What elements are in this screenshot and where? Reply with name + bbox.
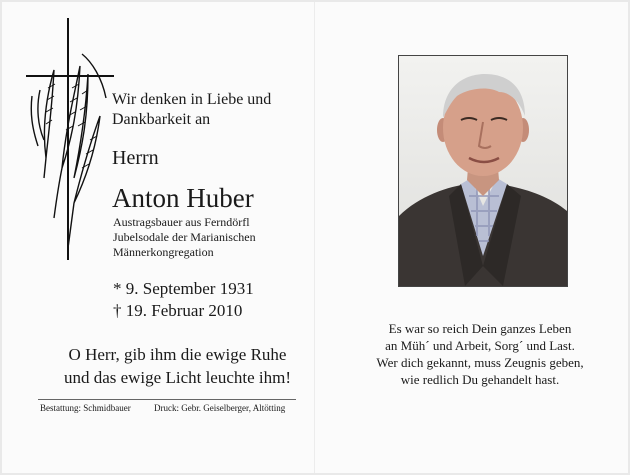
card-fold xyxy=(314,2,315,473)
intro-line-2: Dankbarkeit an xyxy=(112,111,211,128)
death-date: † 19. Februar 2010 xyxy=(113,301,243,320)
subtitle-sodality: Jubelsodale der Marianischen xyxy=(113,230,256,244)
birth-date: * 9. September 1931 xyxy=(113,279,254,298)
subtitle-congregation: Männerkongregation xyxy=(113,245,214,259)
subtitle-occupation: Austragsbauer aus Ferndörfl xyxy=(113,215,250,229)
verse-line-1: Es war so reich Dein ganzes Leben xyxy=(388,321,572,336)
prayer-line-2: und das ewige Licht leuchte ihm! xyxy=(63,368,292,387)
footer-printer: Druck: Gebr. Geiselberger, Altötting xyxy=(154,403,286,413)
verse-line-2: an Müh´ und Arbeit, Sorg´ und Last. xyxy=(385,338,575,353)
cross-with-wheat-icon xyxy=(22,18,122,268)
deceased-name: Anton Huber xyxy=(112,183,254,213)
footer-funeral-home: Bestattung: Schmidbauer xyxy=(40,403,131,413)
portrait-illustration xyxy=(399,56,567,286)
verse-line-4: wie redlich Du gehandelt hast. xyxy=(400,372,560,387)
intro-line-1: Wir denken in Liebe und xyxy=(112,91,272,108)
prayer-line-1: O Herr, gib ihm die ewige Ruhe xyxy=(68,345,287,364)
salutation: Herrn xyxy=(112,147,159,169)
verse-line-3: Wer dich gekannt, muss Zeugnis geben, xyxy=(376,355,584,370)
portrait-photo xyxy=(398,55,568,287)
footer-rule xyxy=(38,399,296,400)
